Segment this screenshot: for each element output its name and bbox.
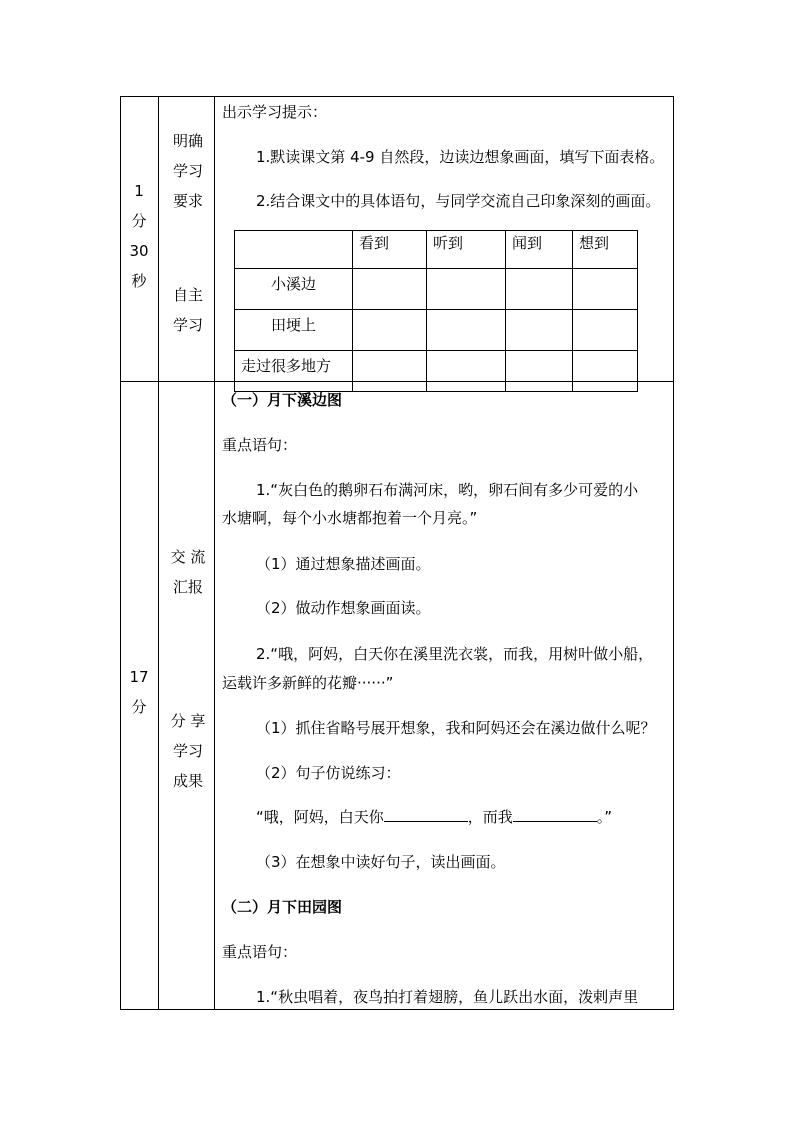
section-title-field: （二）月下田园图 xyxy=(222,898,343,916)
table-row-label: 田埂上 xyxy=(235,310,353,351)
reading-record-table xyxy=(234,230,638,392)
section-title-stream: （一）月下溪边图 xyxy=(222,391,343,409)
sentence-3-line-1: 1.“秋虫唱着，夜鸟拍打着翅膀，鱼儿跃出水面，泼剌声里 xyxy=(256,988,639,1006)
practice-sentence xyxy=(256,807,612,827)
table-header-cell: 闻到 xyxy=(506,231,573,269)
table-cell xyxy=(573,269,638,310)
time-cell-2: 17 分 xyxy=(129,668,149,716)
fill-blank-2 xyxy=(513,807,597,822)
table-row-label: 走过很多地方 xyxy=(235,351,353,392)
table-cell xyxy=(427,269,506,310)
table-cell xyxy=(506,269,573,310)
activity-share: 分 享 学习 成果 xyxy=(170,712,206,790)
table-row xyxy=(235,310,638,351)
table-cell xyxy=(573,310,638,351)
key-sentences-label-2: 重点语句： xyxy=(222,943,298,961)
sentence-2-line-2: 运载许多新鲜的花瓣······” xyxy=(222,674,394,692)
activity-mode: 自主 学习 xyxy=(172,286,203,334)
practice-part-c: 。” xyxy=(596,808,613,826)
table-cell xyxy=(506,351,573,392)
fill-blank-1 xyxy=(384,807,468,822)
tip-1: 1.默读课文第 4-9 自然段，边读边想象画面，填写下面表格。 xyxy=(256,148,665,166)
task-act-read: （2）做动作想象画面读。 xyxy=(256,599,431,617)
practice-part-a: “哦，阿妈，白天你 xyxy=(256,808,384,826)
table-header-cell: 听到 xyxy=(427,231,506,269)
key-sentences-label: 重点语句： xyxy=(222,436,298,454)
table-cell xyxy=(573,351,638,392)
tips-heading: 出示学习提示： xyxy=(222,103,328,121)
sentence-2-line-1: 2.“哦，阿妈，白天你在溪里洗衣裳，而我，用树叶做小船， xyxy=(256,645,654,663)
table-row xyxy=(235,351,638,392)
table-header-cell: 想到 xyxy=(573,231,638,269)
table-cell xyxy=(353,351,427,392)
practice-part-b: ，而我 xyxy=(467,808,513,826)
time-cell-1: 1 分 30 秒 xyxy=(129,182,149,290)
task-describe: （1）通过想象描述画面。 xyxy=(256,555,431,573)
table-row-label: 小溪边 xyxy=(235,269,353,310)
tip-2: 2.结合课文中的具体语句，与同学交流自己印象深刻的画面。 xyxy=(256,192,661,210)
column-divider xyxy=(214,96,215,1010)
table-header-cell: 看到 xyxy=(353,231,427,269)
activity-report: 交 流 汇报 xyxy=(170,548,206,596)
table-header-cell xyxy=(235,231,353,269)
table-cell xyxy=(427,351,506,392)
table-cell xyxy=(427,310,506,351)
task-practice: （2）句子仿说练习： xyxy=(256,764,401,782)
table-cell xyxy=(353,310,427,351)
column-divider xyxy=(158,96,159,1010)
table-cell xyxy=(506,310,573,351)
task-imagine: （1）抓住省略号展开想象，我和阿妈还会在溪边做什么呢？ xyxy=(256,719,656,737)
activity-goal: 明确 学习 要求 xyxy=(172,132,203,210)
sentence-1-line-2: 水塘啊，每个小水塘都抱着一个月亮。” xyxy=(222,509,478,527)
table-row xyxy=(235,269,638,310)
table-cell xyxy=(353,269,427,310)
sentence-1-line-1: 1.“灰白色的鹅卵石布满河床，哟，卵石间有多少可爱的小 xyxy=(256,481,639,499)
table-header-row xyxy=(235,231,638,269)
task-read-aloud: （3）在想象中读好句子，读出画面。 xyxy=(256,853,506,871)
